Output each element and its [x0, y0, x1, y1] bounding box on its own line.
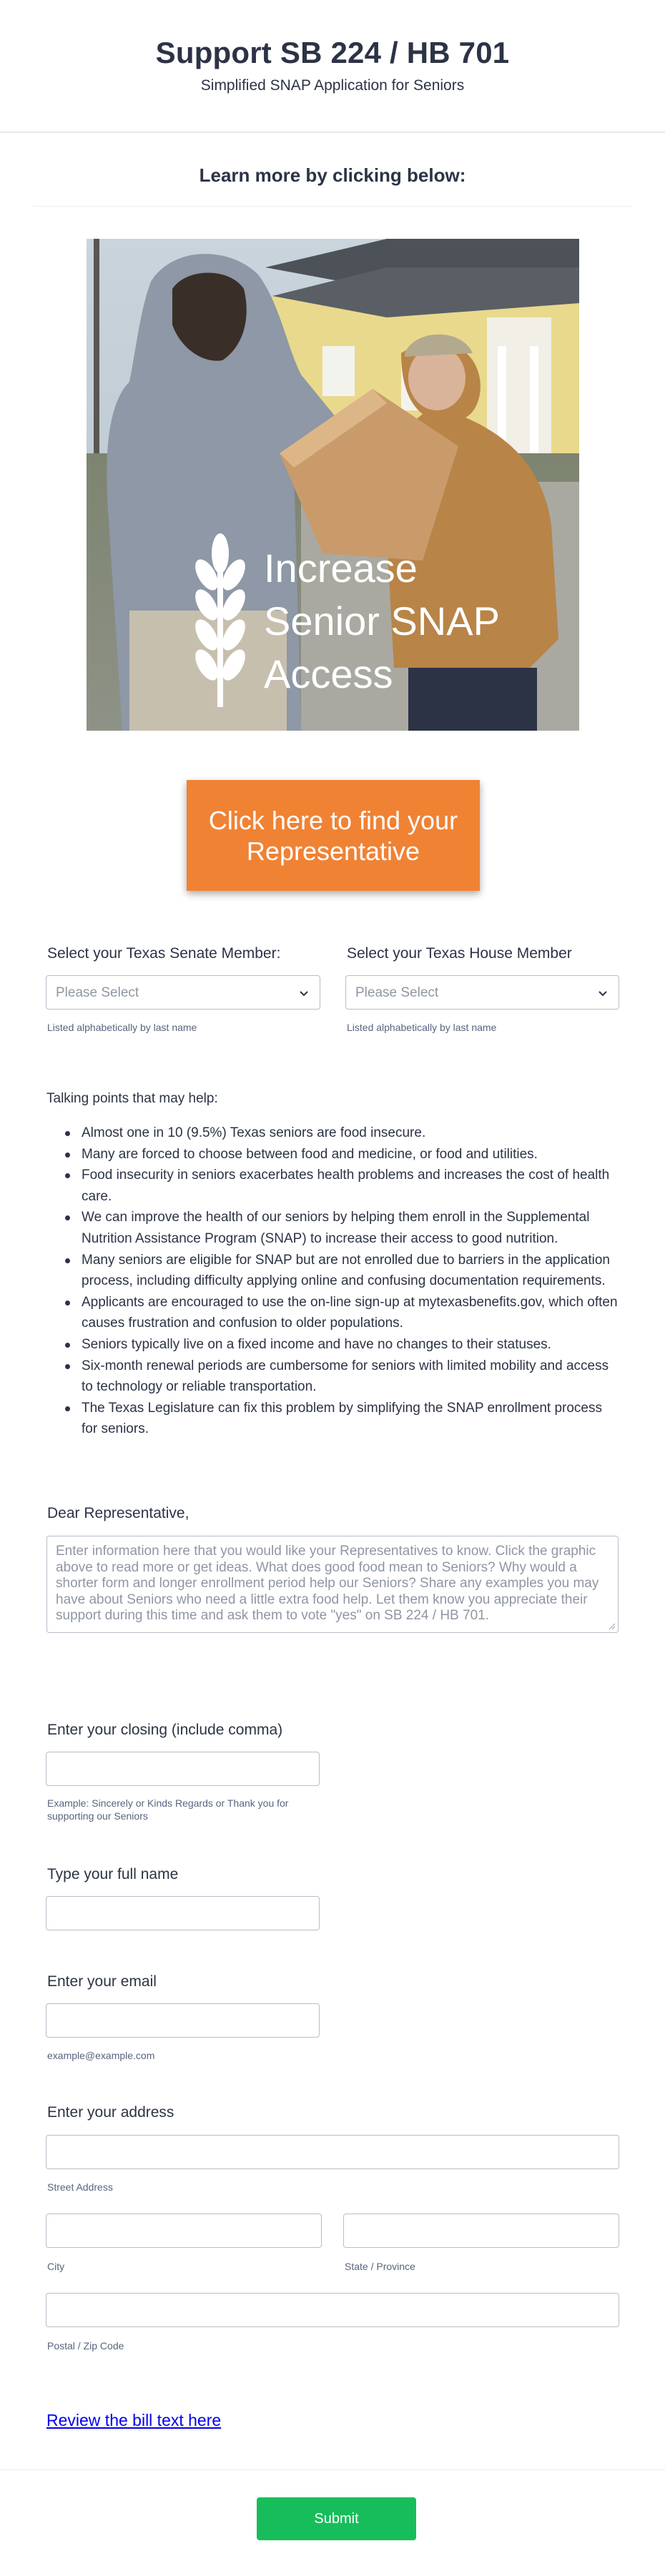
- address-label: Enter your address: [47, 2104, 174, 2121]
- letter-placeholder: Enter information here that you would like your Representatives to know. Click the graphic above to read more or get ideas. What does good food mean to Seniors? Why would a shorter form and longer enrollment period help our Seniors? Share any examples you may have about Seniors who need a little extra food help. Let them know you appreciate their support during this time and ask them to vote "yes" on SB 224 / HB 701.: [56, 1544, 599, 1624]
- email-input[interactable]: [46, 2003, 320, 2038]
- email-hint: example@example.com: [47, 2050, 155, 2061]
- closing-input[interactable]: [46, 1752, 320, 1786]
- list-item: Six-month renewal periods are cumbersome for seniors with limited mobility and access to technology or reliable transportation.: [63, 1356, 621, 1398]
- list-item: The Texas Legislature can fix this problem by simplifying the SNAP enrollment process for seniors.: [63, 1398, 621, 1440]
- state-input[interactable]: [343, 2214, 619, 2248]
- chevron-down-icon: [597, 987, 609, 999]
- closing-hint: Example: Sincerely or Kinds Regards or Thank you for supporting our Seniors: [47, 1797, 289, 1822]
- overlay-line-3: Access: [264, 651, 393, 696]
- list-item: Many are forced to choose between food and medicine, or food and utilities.: [63, 1144, 621, 1165]
- form-header: [0, 0, 665, 133]
- list-item: Food insecurity in seniors exacerbates health problems and increases the cost of health care.: [63, 1165, 621, 1207]
- campaign-graphic[interactable]: [87, 239, 579, 731]
- learn-more-heading: Learn more by clicking below:: [199, 164, 466, 186]
- street-address-hint: Street Address: [47, 2181, 113, 2193]
- list-item: Many seniors are eligible for SNAP but are not enrolled due to barriers in the application process, including difficulty applying online and confusing documentation requirements.: [63, 1250, 621, 1292]
- zip-hint: Postal / Zip Code: [47, 2340, 124, 2352]
- list-item: Applicants are encouraged to use the on-line sign-up at mytexasbenefits.gov, which often causes frustration and confusion to older populations.: [63, 1292, 621, 1334]
- senate-hint: Listed alphabetically by last name: [47, 1022, 197, 1033]
- talking-points-list: [63, 1122, 621, 1440]
- list-item: Almost one in 10 (9.5%) Texas seniors are food insecure.: [63, 1122, 621, 1144]
- senate-select[interactable]: [46, 975, 320, 1010]
- closing-label: Enter your closing (include comma): [47, 1722, 283, 1738]
- talking-points-intro: Talking points that may help:: [46, 1091, 218, 1106]
- divider: [33, 206, 632, 207]
- review-bill-link[interactable]: Review the bill text here: [46, 2411, 222, 2429]
- letter-label: Dear Representative,: [47, 1505, 189, 1521]
- full-name-input[interactable]: [46, 1896, 320, 1930]
- full-name-label: Type your full name: [47, 1866, 179, 1882]
- chevron-down-icon: [298, 987, 310, 999]
- list-item: Seniors typically live on a fixed income and have no changes to their statuses.: [63, 1334, 621, 1356]
- state-hint: State / Province: [345, 2261, 415, 2272]
- house-label: Select your Texas House Member: [347, 945, 572, 962]
- find-representative-button[interactable]: Click here to find your Representative: [187, 780, 480, 891]
- page-subtitle: Simplified SNAP Application for Seniors: [200, 77, 465, 94]
- street-address-input[interactable]: [46, 2135, 619, 2169]
- city-hint: City: [47, 2261, 65, 2272]
- divider: [0, 2469, 665, 2470]
- overlay-line-1: Increase: [264, 546, 418, 591]
- submit-button[interactable]: Submit: [257, 2497, 416, 2540]
- letter-textarea[interactable]: [46, 1536, 619, 1633]
- house-select-value: Please Select: [355, 985, 439, 1000]
- house-hint: Listed alphabetically by last name: [347, 1022, 497, 1033]
- senate-label: Select your Texas Senate Member:: [47, 945, 281, 962]
- list-item: We can improve the health of our seniors by helping them enroll in the Supplemental Nutrition Assistance Program (SNAP) to increase their access to good nutrition.: [63, 1207, 621, 1249]
- resize-handle-icon[interactable]: [609, 1623, 616, 1630]
- page-title: Support SB 224 / HB 701: [155, 36, 510, 69]
- senate-select-value: Please Select: [56, 985, 139, 1000]
- email-label: Enter your email: [47, 1973, 157, 1990]
- zip-input[interactable]: [46, 2293, 619, 2327]
- city-input[interactable]: [46, 2214, 322, 2248]
- house-select[interactable]: [345, 975, 619, 1010]
- overlay-line-2: Senior SNAP: [264, 598, 500, 643]
